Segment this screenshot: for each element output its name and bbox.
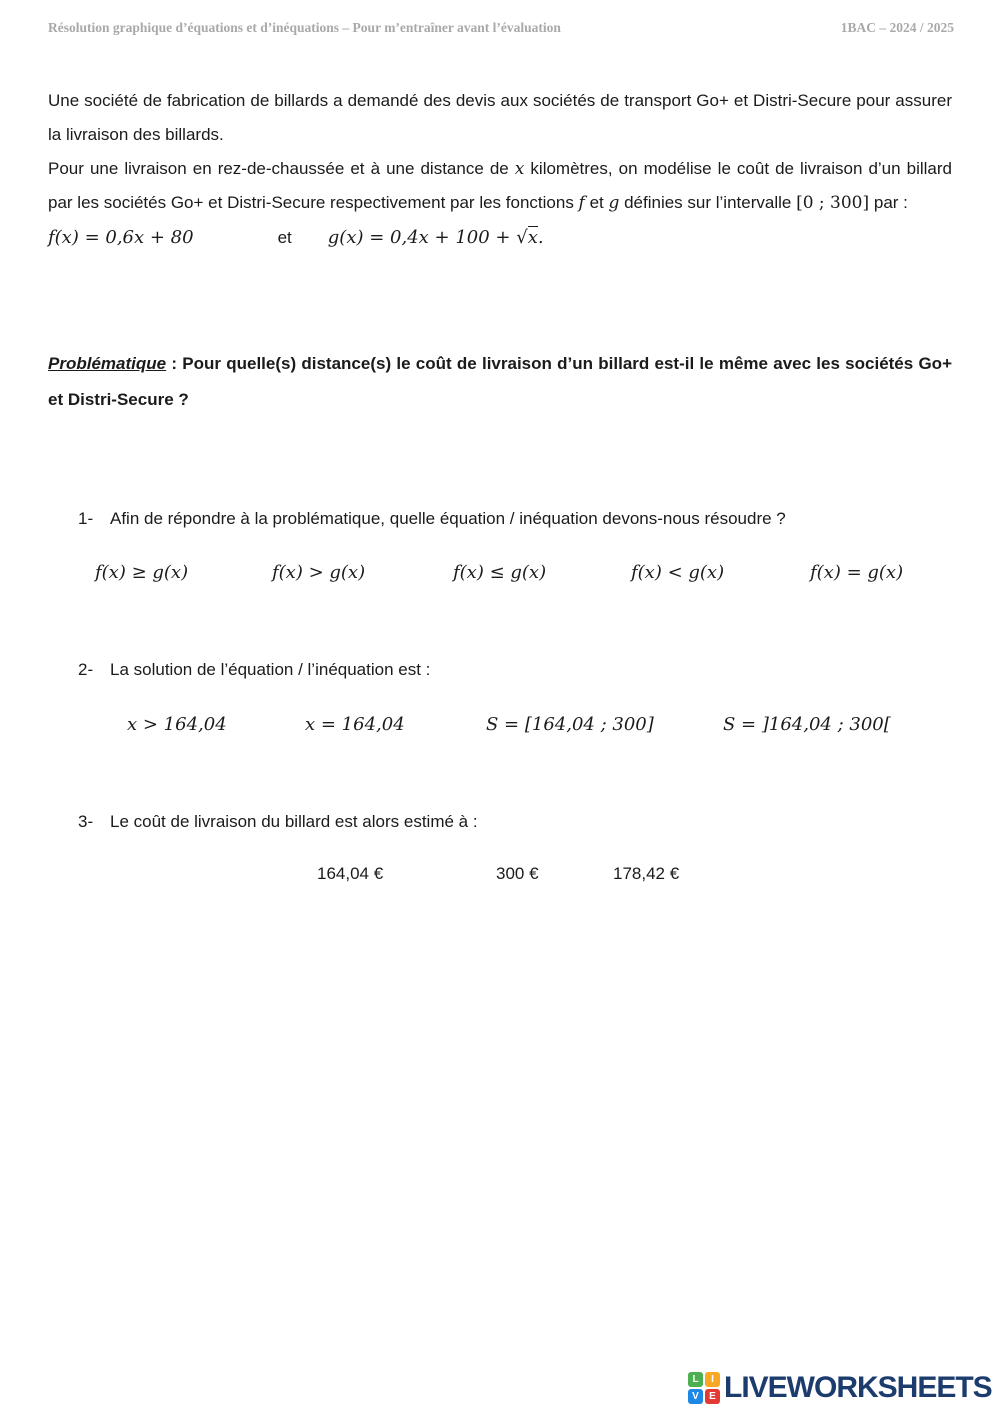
question-1-number: 1-: [78, 509, 94, 528]
q2-option-x-gt[interactable]: x > 164,04: [127, 714, 227, 735]
intro-p2-text-1: Pour une livraison en rez-de-chaussée et à une distance de: [48, 159, 515, 178]
inline-math-f: f: [578, 193, 585, 213]
question-3-number: 3-: [78, 812, 94, 831]
q3-option-164[interactable]: 164,04 €: [317, 864, 384, 883]
question-3-text: Le coût de livraison du billard est alors estimé à :: [110, 812, 478, 831]
problematique-label: Problématique: [48, 354, 167, 373]
formula-connector: et: [277, 228, 292, 247]
sqrt-symbol: √: [516, 227, 528, 248]
question-1-options: [0, 562, 1000, 596]
header-title: Résolution graphique d’équations et d’inéquations – Pour m’entraîner avant l’évaluation: [48, 20, 561, 35]
question-1: [78, 508, 958, 530]
interval-notation: [0 ; 300]: [796, 193, 870, 213]
formula-g-main: g(x) = 0,4x + 100 +: [327, 227, 517, 248]
question-2-number: 2-: [78, 660, 94, 679]
q1-option-eq[interactable]: f(x) = g(x): [810, 562, 904, 583]
inline-math-g: g: [608, 193, 620, 213]
q2-option-open-interval[interactable]: S = ]164,04 ; 300[: [723, 714, 891, 735]
q3-option-178[interactable]: 178,42 €: [613, 864, 680, 883]
intro-p2-text-4: définies sur l’intervalle: [619, 193, 797, 212]
question-3: [78, 811, 958, 833]
problematique-separator: :: [166, 354, 183, 373]
question-1-text: Afin de répondre à la problématique, quelle équation / inéquation devons-nous résoudre ?: [110, 509, 786, 528]
intro-section: [48, 84, 952, 255]
q3-option-300[interactable]: 300 €: [496, 864, 539, 883]
page-header: [48, 20, 954, 36]
formula-g: [328, 226, 544, 248]
problematique-text: Pour quelle(s) distance(s) le coût de livraison d’un billard est-il le même avec les sociétés Go+ et Distri-Secure ?: [48, 354, 952, 409]
liveworksheets-logo: [688, 1371, 992, 1405]
question-3-options: [0, 864, 1000, 898]
logo-square-e: E: [705, 1389, 720, 1404]
intro-p2-text-5: par :: [869, 193, 908, 212]
q2-option-closed-interval[interactable]: S = [164,04 ; 300]: [486, 714, 654, 735]
problematique-heading: [48, 346, 952, 418]
sqrt-radicand: x: [527, 227, 538, 248]
logo-square-i: I: [705, 1372, 720, 1387]
q2-option-x-eq[interactable]: x = 164,04: [305, 714, 405, 735]
question-2: [78, 659, 958, 681]
logo-square-v: V: [688, 1389, 703, 1404]
q1-option-geq[interactable]: f(x) ≥ g(x): [95, 562, 189, 583]
intro-paragraph-1: Une société de fabrication de billards a demandé des devis aux sociétés de transport Go+ et Distri-Secure pour assurer la livraison des billards.: [48, 91, 952, 144]
formula-f: f(x) = 0,6x + 80: [48, 227, 194, 248]
q1-option-leq[interactable]: f(x) ≤ g(x): [453, 562, 547, 583]
question-2-options: [0, 714, 1000, 748]
formula-g-period: .: [537, 227, 544, 248]
question-2-text: La solution de l’équation / l’inéquation est :: [110, 660, 431, 679]
intro-paragraph-2: [48, 152, 952, 220]
header-class-year: 1BAC – 2024 / 2025: [840, 20, 954, 35]
formula-line: [48, 220, 952, 255]
intro-p2-text-2: kilomètres, on modélise le coût de livraison d’un billard par les sociétés Go+ et Distri-Secure respectivement par les fonctions: [48, 159, 952, 212]
liveworksheets-wordmark: LIVEWORKSHEETS: [724, 1371, 992, 1404]
q1-option-gt[interactable]: f(x) > g(x): [272, 562, 366, 583]
q1-option-lt[interactable]: f(x) < g(x): [631, 562, 725, 583]
liveworksheets-logo-icon: [688, 1372, 720, 1404]
intro-p2-text-3: et: [584, 193, 609, 212]
inline-math-x: x: [514, 159, 525, 179]
logo-square-l: L: [688, 1372, 703, 1387]
